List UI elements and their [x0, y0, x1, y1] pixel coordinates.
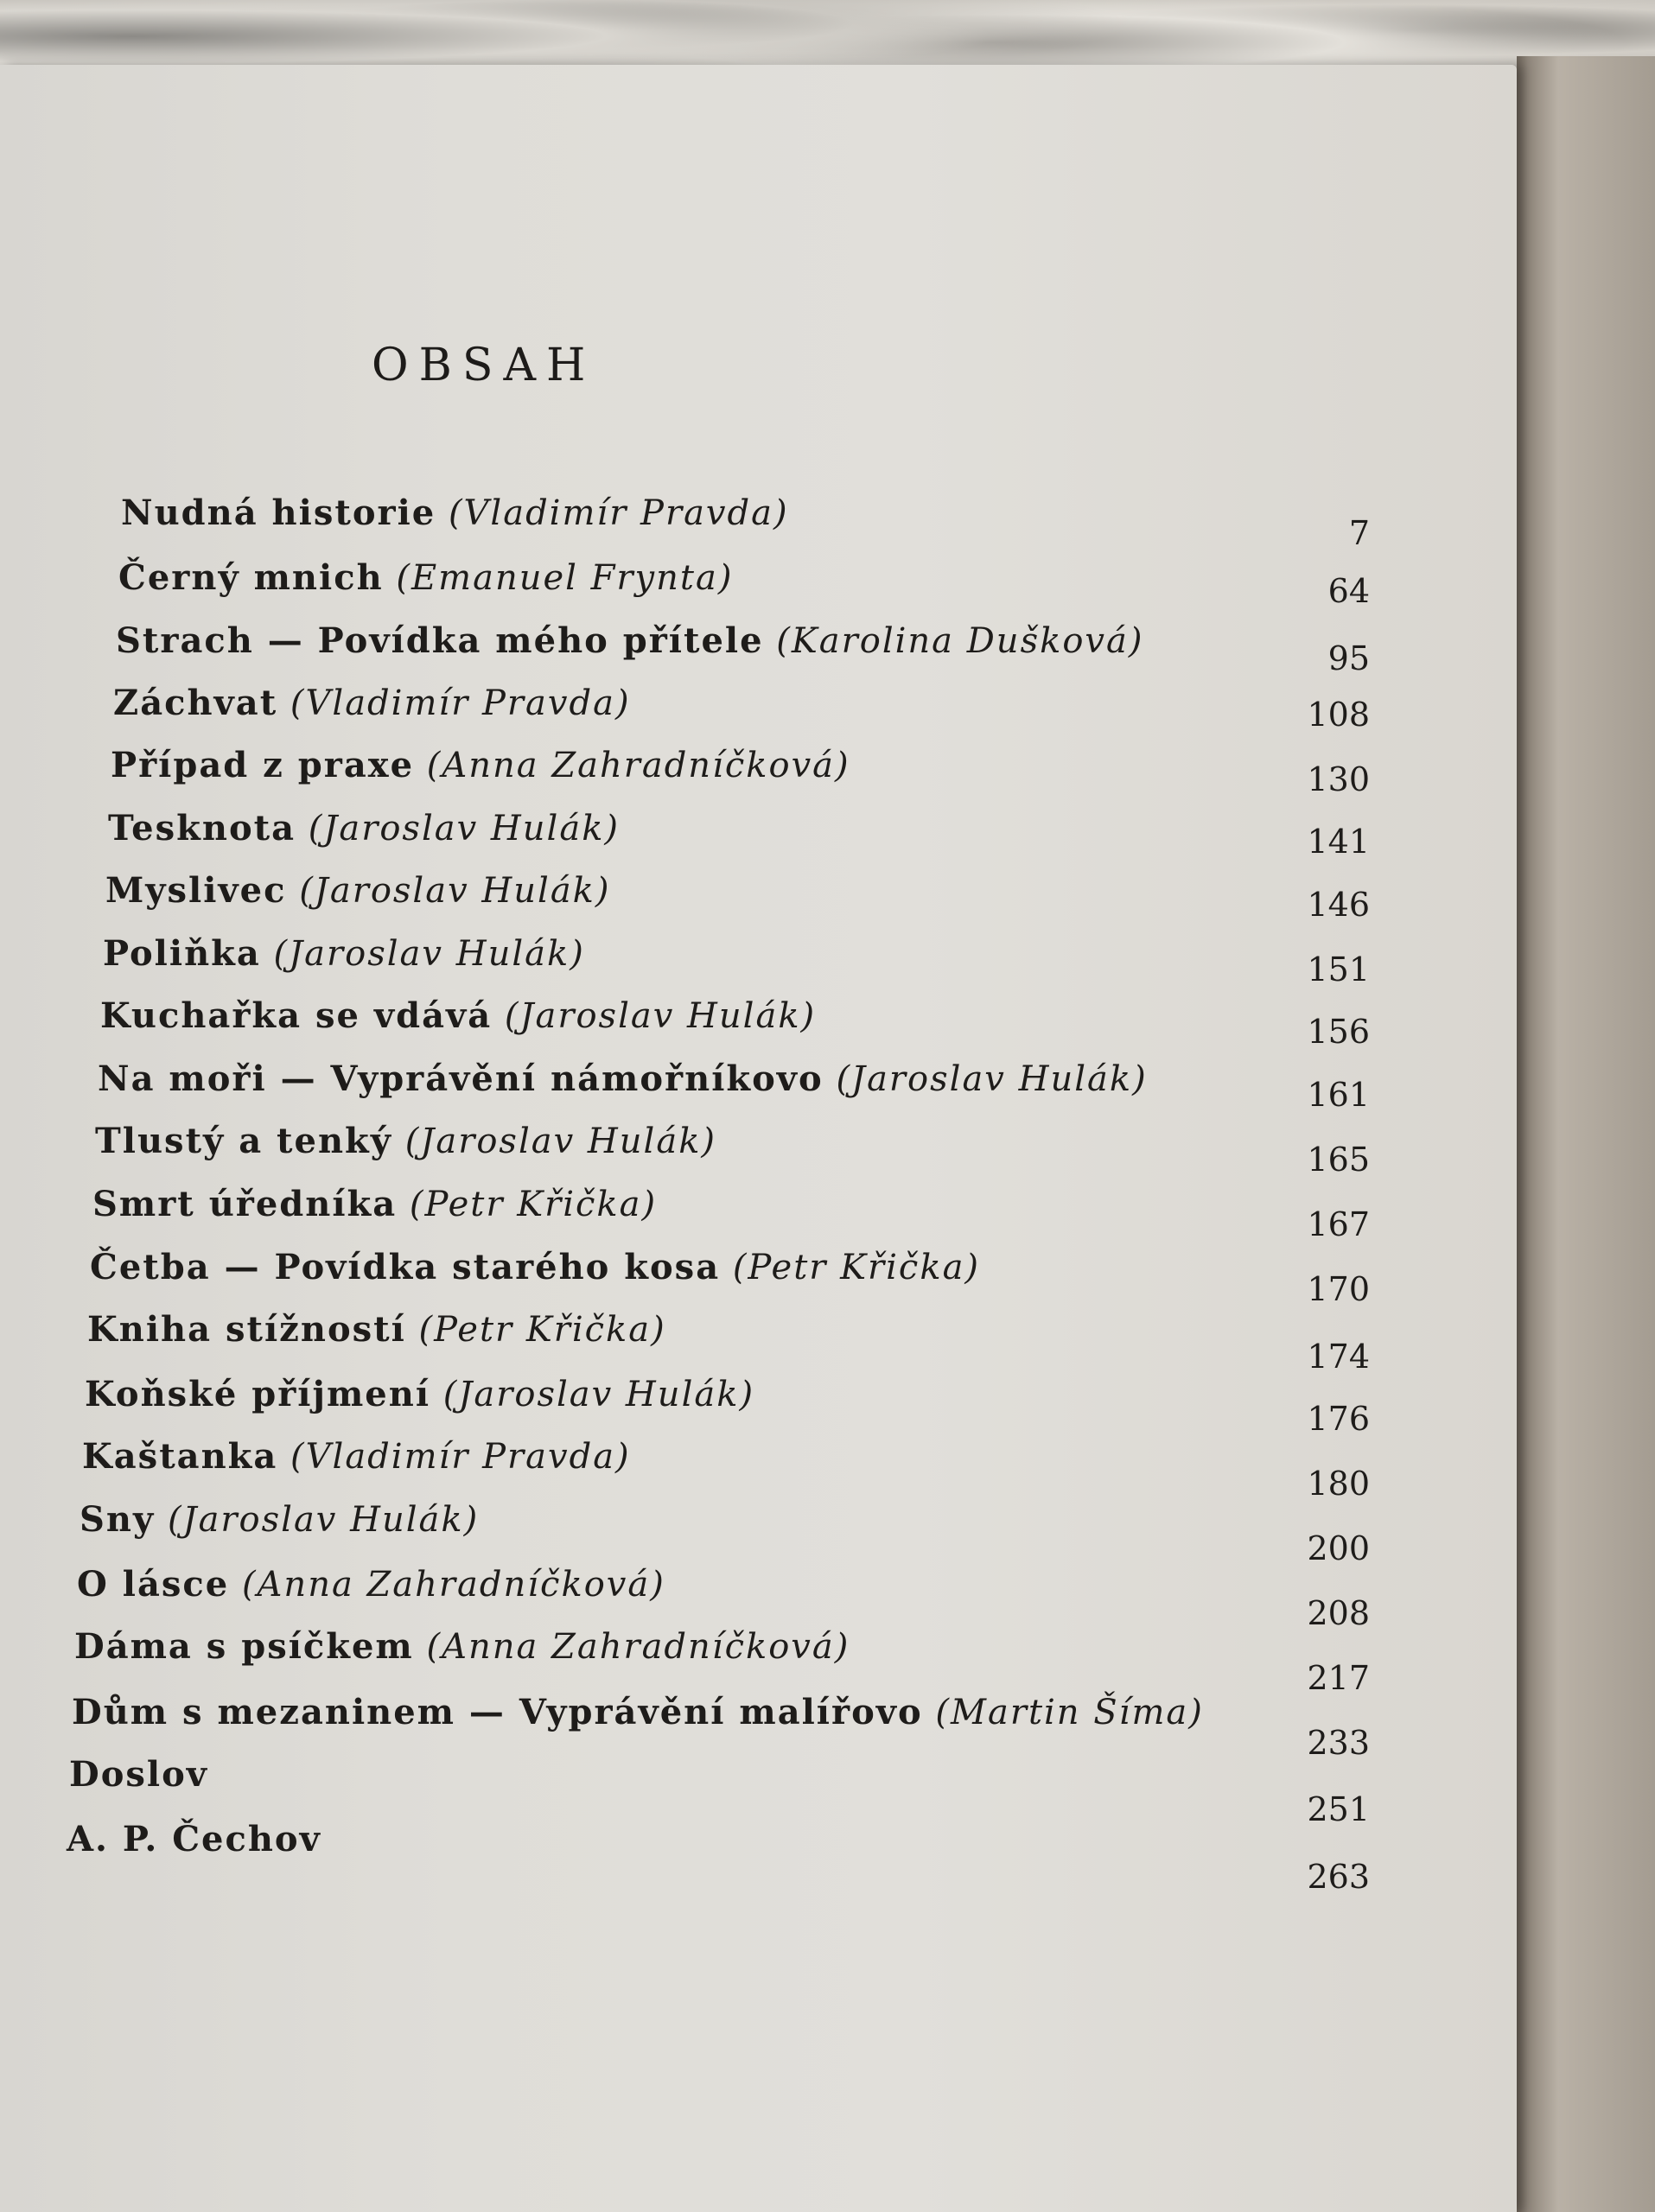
entry-title: Doslov: [69, 1754, 209, 1795]
entry-author: (Petr Křička): [409, 1185, 658, 1224]
entry-page-number: 217: [1307, 1659, 1370, 1697]
entry-page-number: 180: [1307, 1465, 1370, 1503]
entry-page-number: 176: [1307, 1400, 1370, 1438]
toc-entry: [87, 1309, 666, 1350]
entry-title: O lásce: [77, 1564, 230, 1605]
toc-entry: [92, 1184, 657, 1224]
toc-entry: [80, 1499, 479, 1540]
toc-entry: [72, 1692, 1204, 1732]
toc-entry: [113, 683, 631, 723]
entry-author: (Jaroslav Hulák): [404, 1122, 717, 1161]
toc-entry: [98, 1058, 1148, 1099]
entry-title: Poliňka: [103, 933, 261, 974]
toc-entry: [90, 1247, 980, 1287]
entry-author: (Vladimír Pravda): [290, 683, 631, 723]
entry-author: (Jaroslav Hulák): [442, 1375, 755, 1414]
entry-page-number: 151: [1307, 950, 1370, 988]
toc-entry: [105, 870, 611, 911]
entry-page-number: 233: [1307, 1724, 1370, 1762]
entry-author: (Anna Zahradníčková): [426, 746, 850, 785]
entry-title: Záchvat: [113, 683, 278, 723]
entry-title: Kuchařka se vdává: [100, 995, 493, 1036]
book-page-edge: [1517, 56, 1655, 2212]
toc-entry: [95, 1121, 716, 1161]
entry-title: Dům s mezaninem — Vyprávění malířovo: [72, 1692, 923, 1732]
entry-page-number: 141: [1307, 823, 1370, 861]
entry-title: Kniha stížností: [87, 1309, 406, 1350]
entry-title: Strach — Povídka mého přítele: [116, 620, 764, 661]
entry-title: Tlustý a tenký: [95, 1121, 393, 1161]
entry-author: (Jaroslav Hulák): [167, 1500, 480, 1540]
entry-page-number: 174: [1307, 1338, 1370, 1376]
entry-title: Myslivec: [105, 870, 287, 911]
entry-author: (Petr Křička): [418, 1310, 666, 1350]
toc-entry: [103, 933, 585, 974]
entry-author: (Martin Šíma): [935, 1693, 1204, 1732]
toc-entry: [67, 1819, 321, 1859]
entry-page-number: 95: [1327, 639, 1370, 677]
entry-page-number: 200: [1307, 1529, 1370, 1567]
entry-title: Koňské příjmení: [85, 1374, 431, 1414]
entry-page-number: 7: [1348, 514, 1370, 552]
entry-author: (Karolina Dušková): [776, 621, 1144, 661]
entry-author: (Vladimír Pravda): [448, 493, 789, 533]
entry-author: (Jaroslav Hulák): [308, 809, 621, 849]
entry-title: Dáma s psíčkem: [74, 1626, 414, 1667]
toc-entry: [116, 620, 1143, 661]
toc-entry: [82, 1436, 631, 1477]
entry-author: (Anna Zahradníčková): [426, 1627, 850, 1667]
page-title: OBSAH: [372, 340, 596, 391]
toc-entry: [108, 808, 620, 849]
entry-author: (Jaroslav Hulák): [299, 871, 611, 911]
entry-title: Tesknota: [108, 808, 296, 849]
toc-entry: [85, 1374, 754, 1414]
entry-author: (Petr Křička): [732, 1248, 981, 1287]
entry-author: (Vladimír Pravda): [290, 1437, 631, 1477]
toc-entry: [69, 1754, 208, 1795]
entry-title: Na moři — Vyprávění námořníkovo: [98, 1058, 824, 1099]
entry-page-number: 263: [1307, 1858, 1370, 1896]
entry-title: Černý mnich: [118, 557, 384, 598]
entry-author: (Emanuel Frynta): [396, 558, 734, 598]
entry-author: (Jaroslav Hulák): [836, 1059, 1148, 1099]
entry-title: Nudná historie: [121, 493, 436, 533]
entry-page-number: 170: [1307, 1270, 1370, 1308]
toc-entry: [118, 557, 733, 598]
toc-entry: [111, 745, 850, 785]
toc-entry: [121, 493, 789, 533]
toc-entry: [100, 995, 816, 1036]
entry-page-number: 208: [1307, 1594, 1370, 1632]
entry-title: Četba — Povídka starého kosa: [90, 1247, 721, 1287]
toc-entry: [77, 1564, 665, 1605]
entry-page-number: 167: [1307, 1205, 1370, 1243]
entry-title: Sny: [80, 1499, 156, 1540]
entry-page-number: 108: [1307, 696, 1370, 734]
entry-author: (Anna Zahradníčková): [241, 1565, 665, 1605]
entry-page-number: 165: [1307, 1141, 1370, 1179]
entry-page-number: 251: [1307, 1790, 1370, 1828]
entry-page-number: 156: [1307, 1013, 1370, 1051]
entry-title: A. P. Čechov: [67, 1819, 321, 1859]
entry-page-number: 146: [1307, 886, 1370, 924]
toc-entry: [74, 1626, 850, 1667]
entry-page-number: 64: [1327, 572, 1370, 610]
entry-title: Smrt úředníka: [92, 1184, 398, 1224]
entry-author: (Jaroslav Hulák): [273, 934, 585, 974]
entry-page-number: 130: [1307, 760, 1370, 798]
entry-page-number: 161: [1307, 1076, 1370, 1114]
entry-title: Kaštanka: [82, 1436, 278, 1477]
entry-author: (Jaroslav Hulák): [504, 996, 817, 1036]
entry-title: Případ z praxe: [111, 745, 415, 785]
